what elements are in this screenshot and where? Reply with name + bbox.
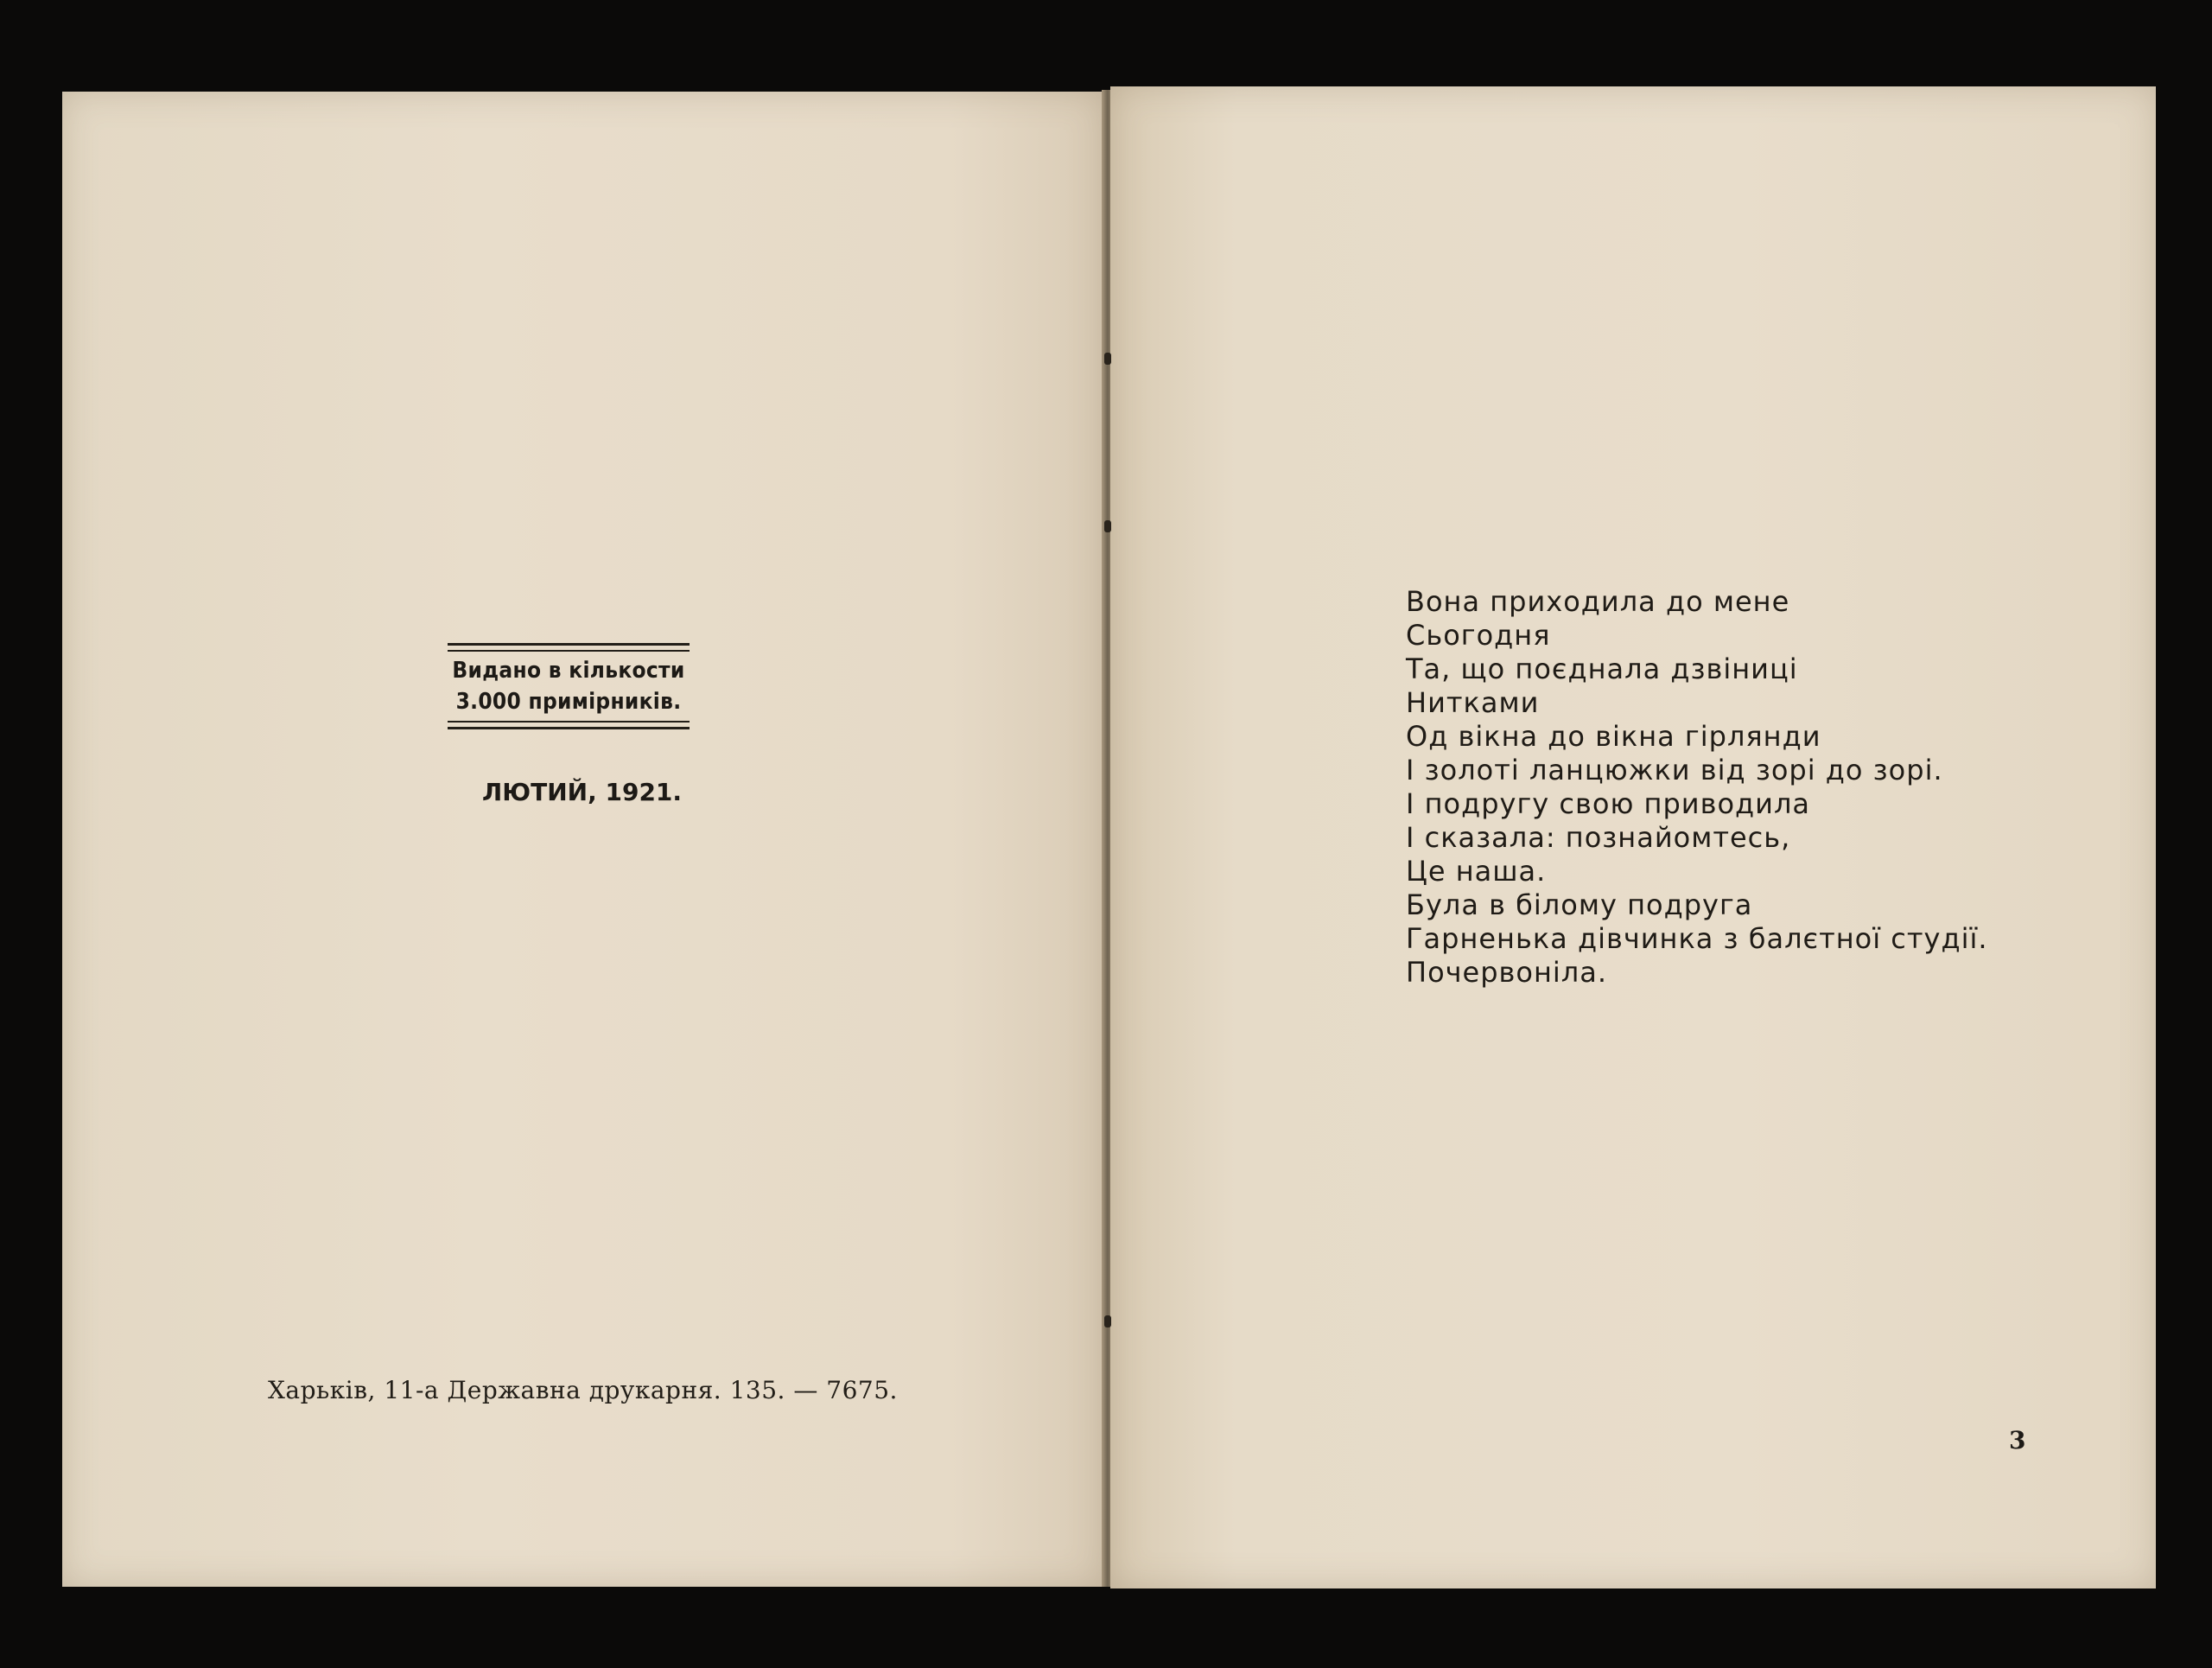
poem-line: Почервоніла. (1406, 956, 1608, 989)
poem-line: Сьогодня (1406, 619, 1551, 652)
poem-line: І подругу свою приводила (1406, 787, 1810, 820)
poem-line: Од вікна до вікна гірлянди (1406, 720, 1821, 753)
binding-stitch (1104, 520, 1111, 532)
page-number: 3 (2009, 1426, 2026, 1455)
poem-line: Нитками (1406, 686, 1540, 719)
poem (1406, 585, 1988, 990)
poem-line: Була в білому подруга (1406, 888, 1753, 921)
left-page (62, 92, 1104, 1587)
imprint-bottom-rules (448, 717, 690, 733)
imprint-line: Видано в кількости (452, 658, 685, 684)
imprint-line: 3.000 примірників. (455, 689, 682, 715)
poem-line: І сказала: познайомтесь, (1406, 821, 1791, 854)
imprint-top-rules (448, 640, 690, 655)
poem-line: Гарненька дівчинка з балєтної студії. (1406, 922, 1988, 955)
poem-line: І золоті ланцюжки від зорі до зорі. (1406, 754, 1943, 786)
publication-date: ЛЮТИЙ, 1921. (482, 778, 683, 806)
poem-line: Вона приходила до мене (1406, 585, 1790, 618)
binding-stitch (1104, 1315, 1111, 1327)
print-run-imprint (448, 640, 690, 733)
printer-colophon: Харьків, 11-а Державна друкарня. 135. — 7675. (268, 1376, 898, 1404)
binding-stitch (1104, 353, 1111, 365)
poem-line: Та, що поєднала дзвіниці (1406, 653, 1798, 685)
poem-line: Це наша. (1406, 855, 1547, 888)
